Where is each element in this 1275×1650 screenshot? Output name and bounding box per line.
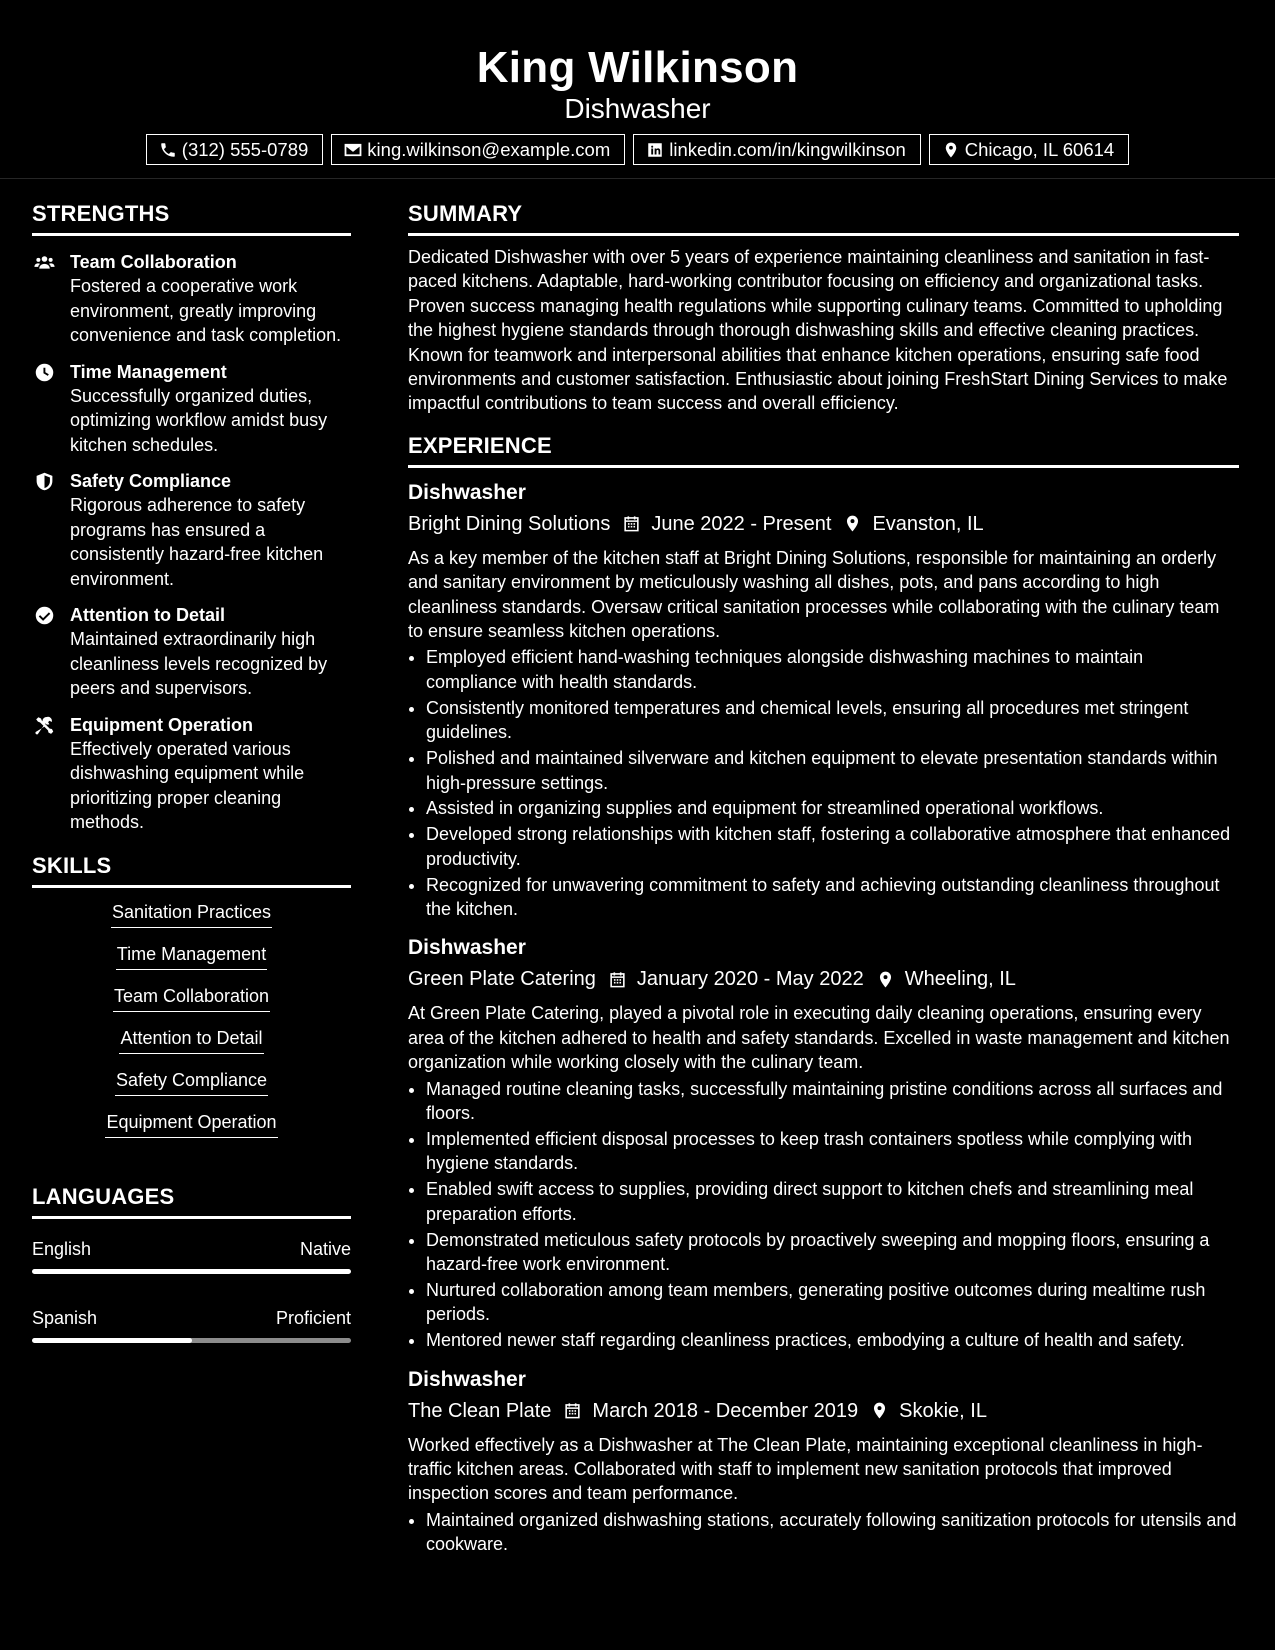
shield-icon (34, 471, 55, 492)
language-item (32, 1237, 351, 1274)
strength-desc: Rigorous adherence to safety programs has ensured a consistently hazard-free kitchen environment. (70, 495, 324, 589)
map-pin-icon (876, 970, 895, 989)
check-circle-icon (34, 605, 55, 626)
phone-icon (159, 141, 177, 159)
job-bullet: • Assisted in organizing supplies and equipment for streamlined operational workflows. (426, 796, 1239, 820)
strengths-list (32, 250, 351, 835)
right-column (408, 201, 1239, 1558)
strength-title: Team Collaboration (70, 252, 237, 272)
skills-list (32, 900, 351, 1138)
job-company: Bright Dining Solutions (408, 512, 611, 535)
candidate-name: King Wilkinson (476, 43, 799, 92)
job-entry (408, 935, 1239, 1352)
clock-icon (34, 362, 55, 383)
job-dates: March 2018 - December 2019 (592, 1399, 859, 1422)
language-proficiency-fill (32, 1338, 192, 1343)
job-bullet: • Recognized for unwavering commitment to safety and achieving outstanding cleanliness throughout the kitchen. (426, 873, 1239, 922)
summary-heading: SUMMARY (408, 201, 1239, 236)
job-bullet: • Polished and maintained silverware and kitchen equipment to elevate presentation standards within high-pressure settings. (426, 746, 1239, 795)
job-bullet: • Demonstrated meticulous safety protocols by proactively sweeping and mopping floors, ensuring a hazard-free work environment. (426, 1228, 1239, 1277)
calendar-icon (608, 970, 627, 989)
skill-tag: Time Management (116, 942, 267, 970)
job-role: Dishwasher (408, 936, 526, 960)
tools-icon (34, 715, 55, 736)
phone-text: (312) 555-0789 (181, 138, 309, 160)
job-meta (408, 1398, 1239, 1424)
users-icon (34, 252, 55, 273)
envelope-icon (344, 141, 362, 159)
job-company: The Clean Plate (408, 1399, 552, 1422)
skill-tag: Sanitation Practices (111, 900, 272, 928)
language-proficiency-bar (32, 1338, 351, 1343)
job-location: Evanston, IL (872, 512, 984, 535)
skill-tag: Equipment Operation (105, 1110, 277, 1138)
candidate-title: Dishwasher (564, 93, 711, 124)
strength-desc: Maintained extraordinarily high cleanliness levels recognized by peers and supervisors. (70, 629, 328, 698)
strength-desc: Fostered a cooperative work environment, greatly improving convenience and task completion. (70, 276, 342, 345)
job-bullet: • Consistently monitored temperatures and chemical levels, ensuring all procedures met stringent guidelines. (426, 696, 1239, 745)
strengths-heading: STRENGTHS (32, 201, 351, 236)
map-pin-icon (843, 514, 862, 533)
map-pin-icon (942, 141, 960, 159)
experience-heading: EXPERIENCE (408, 433, 1239, 468)
job-bullet: • Nurtured collaboration among team members, generating positive outcomes during mealtime rush periods. (426, 1278, 1239, 1327)
language-level: Proficient (275, 1307, 351, 1328)
job-role: Dishwasher (408, 480, 526, 504)
language-name: English (32, 1238, 92, 1259)
job-bullet: • Implemented efficient disposal processes to keep trash containers spotless while complying with hygiene standards. (426, 1127, 1239, 1176)
strength-title: Time Management (70, 361, 227, 382)
linkedin-icon (646, 141, 664, 159)
job-company: Green Plate Catering (408, 968, 596, 991)
skill-tag: Team Collaboration (113, 984, 270, 1012)
calendar-icon (622, 514, 641, 533)
strength-item (32, 360, 351, 458)
contact-location[interactable] (929, 134, 1129, 165)
skill-tag: Attention to Detail (119, 1026, 263, 1054)
language-item (32, 1306, 351, 1343)
job-meta (408, 966, 1239, 992)
strength-item (32, 603, 351, 701)
job-location: Skokie, IL (899, 1399, 987, 1422)
map-pin-icon (870, 1401, 889, 1420)
job-entry (408, 480, 1239, 922)
job-description: At Green Plate Catering, played a pivotal role in executing daily cleaning operations, ensuring every area of the kitchen adhered to health and safety standards. Excelled in waste management and kitchen organization while working closely with the culinary team. (408, 1003, 1230, 1073)
job-bullets (408, 1508, 1239, 1557)
contact-bar (0, 134, 1275, 165)
job-bullets (408, 645, 1239, 921)
left-column (32, 201, 351, 1343)
summary-text: Dedicated Dishwasher with over 5 years of experience maintaining cleanliness and sanitation in fast-paced kitchens. Adaptable, hard-working contributor focusing on efficiency and organizational tasks. Proven success managing health regulations while supporting culinary teams. Committed to upholding the highest hygiene standards through thorough dishwashing skills and effective cleaning practices. Known for teamwork and interpersonal abilities that enhance kitchen operations, ensuring safe food environments and customer satisfaction. Enthusiastic about joining FreshStart Dining Services to make impactful contributions to team success and overall efficiency. (408, 247, 1228, 414)
job-bullet: • Developed strong relationships with kitchen staff, fostering a collaborative atmosphere that enhanced productivity. (426, 822, 1239, 871)
job-dates: January 2020 - May 2022 (636, 968, 864, 991)
job-location: Wheeling, IL (904, 968, 1016, 991)
resume-body (0, 179, 1275, 1650)
language-name: Spanish (32, 1307, 98, 1328)
job-bullet: • Managed routine cleaning tasks, successfully maintaining pristine conditions across all surfaces and floors. (426, 1077, 1239, 1126)
strength-desc: Effectively operated various dishwashing equipment while prioritizing proper cleaning methods. (70, 738, 305, 832)
location-text: Chicago, IL 60614 (964, 138, 1115, 160)
job-description: Worked effectively as a Dishwasher at The Clean Plate, maintaining exceptional cleanliness in high-traffic kitchen areas. Collaborated with staff to implement new sanitation protocols that improved inspection scores and team performance. (408, 1434, 1203, 1504)
job-bullet: • Mentored newer staff regarding cleanliness practices, embodying a culture of health and safety. (426, 1328, 1239, 1352)
strength-title: Equipment Operation (70, 714, 254, 735)
job-bullets (408, 1077, 1239, 1353)
calendar-icon (563, 1401, 582, 1420)
job-bullet: • Maintained organized dishwashing stations, accurately following sanitization protocols for utensils and cookware. (426, 1508, 1239, 1557)
job-meta (408, 511, 1239, 537)
email-text: king.wilkinson@example.com (367, 138, 611, 160)
job-role: Dishwasher (408, 1367, 526, 1391)
strength-item (32, 469, 351, 591)
language-level: Native (299, 1238, 351, 1259)
strength-item (32, 250, 351, 348)
strength-title: Attention to Detail (70, 605, 225, 625)
strength-item (32, 713, 351, 835)
resume-header (0, 0, 1275, 179)
job-dates: June 2022 - Present (651, 512, 832, 535)
job-bullet: • Employed efficient hand-washing techniques alongside dishwashing machines to maintain compliance with health standards. (426, 645, 1239, 694)
strength-desc: Successfully organized duties, optimizing workflow amidst busy kitchen schedules. (70, 385, 328, 455)
language-proficiency-fill (32, 1269, 351, 1274)
contact-phone[interactable] (146, 134, 324, 165)
language-proficiency-bar (32, 1269, 351, 1274)
job-entry (408, 1367, 1239, 1557)
strength-title: Safety Compliance (70, 471, 232, 491)
languages-heading: LANGUAGES (32, 1184, 351, 1219)
skills-heading: SKILLS (32, 853, 351, 888)
skill-tag: Safety Compliance (115, 1068, 268, 1096)
contact-linkedin[interactable] (633, 134, 921, 165)
job-bullet: • Enabled swift access to supplies, providing direct support to kitchen chefs and streamlining meal preparation efforts. (426, 1177, 1239, 1226)
linkedin-text: linkedin.com/in/kingwilkinson (669, 138, 906, 160)
job-description: As a key member of the kitchen staff at Bright Dining Solutions, responsible for maintaining an orderly and sanitary environment by meticulously washing all dishes, pots, and pans according to high cleanliness standards. Oversaw critical sanitation processes while collaborating with the culinary team to ensure seamless kitchen operations. (408, 547, 1220, 642)
contact-email[interactable] (331, 134, 625, 165)
